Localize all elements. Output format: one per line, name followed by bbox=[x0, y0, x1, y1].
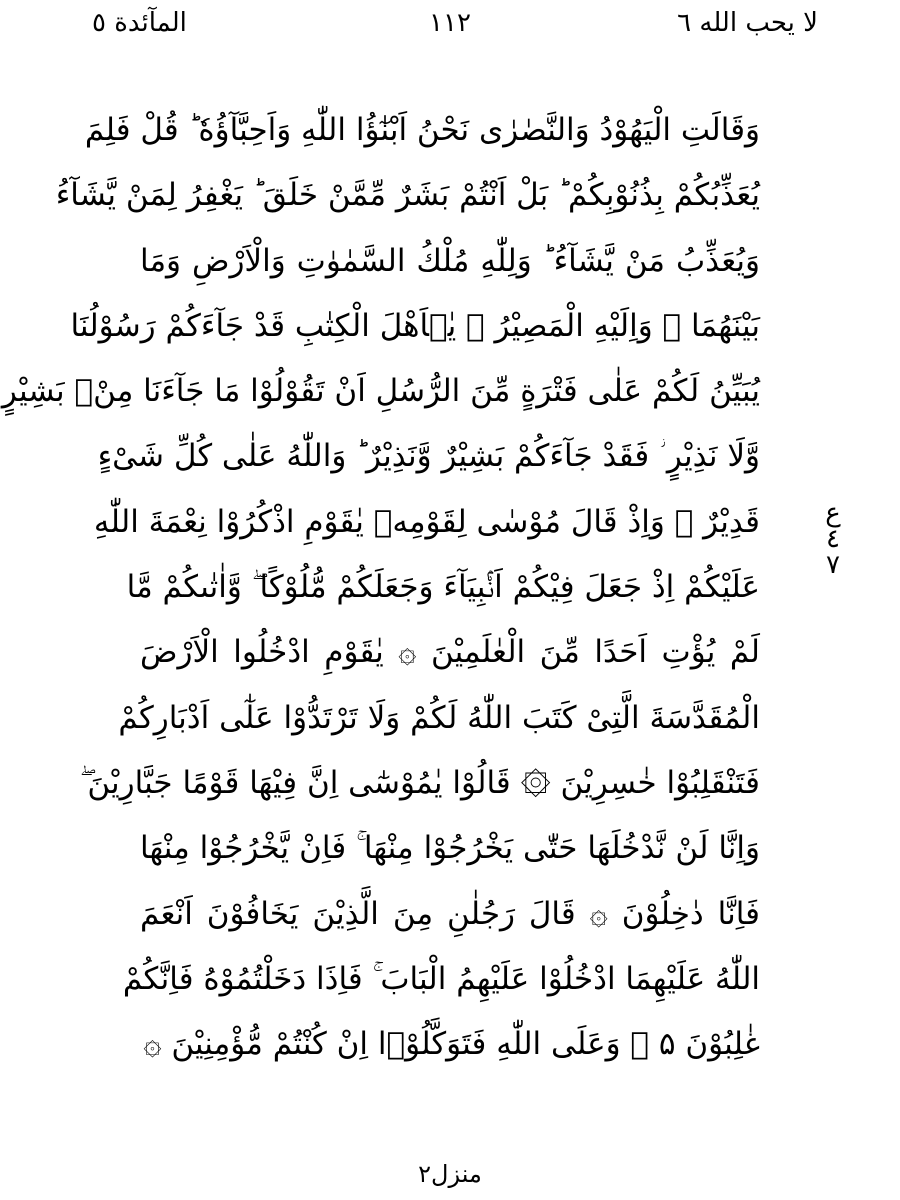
verse-line: غٰلِبُوْنَ ۵ ۚ وَعَلَى اللّٰهِ فَتَوَكَّلُوْۤا اِنْ كُنْتُمْ مُّؤْمِنِيْنَ ۞ bbox=[143, 1026, 760, 1063]
surah-title: المآئدة ٥ bbox=[92, 8, 187, 38]
verse-line: عَلَيْكُمْ اِذْ جَعَلَ فِيْكُمْ اَنْۢبِيَآءَ وَجَعَلَكُمْ مُّلُوْكًا ۖ وَّاٰتٰىكُمْ مَّا bbox=[126, 569, 760, 606]
verse-line: وَاِنَّا لَنْ نَّدْخُلَهَا حَتّٰى يَخْرُجُوْا مِنْهَا ۚ فَاِنْ يَّخْرُجُوْا مِنْهَا bbox=[140, 830, 760, 867]
ruku-marker: ع ٤ ٧ bbox=[825, 498, 841, 580]
verse-line: قَدِيْرٌ ۞ وَاِذْ قَالَ مُوْسٰى لِقَوْمِهٖ يٰقَوْمِ اذْكُرُوْا نِعْمَةَ اللّٰهِ bbox=[93, 503, 760, 540]
page-number: ١١٢ bbox=[429, 8, 471, 38]
verse-line: بَيْنَهُمَا ؗ وَاِلَيْهِ الْمَصِيْرُ ۞ يٰۤاَهْلَ الْكِتٰبِ قَدْ جَآءَكُمْ رَسُوْلُنَا bbox=[70, 307, 760, 344]
verse-line: وَّلَا نَذِيْرٍ ؗ فَقَدْ جَآءَكُمْ بَشِيْرٌ وَّنَذِيْرٌ ؕ وَاللّٰهُ عَلٰى كُلِّ شَىْءٍ bbox=[97, 438, 760, 475]
verse-line: فَتَنْقَلِبُوْا خٰسِرِيْنَ ۞ قَالُوْا يٰمُوْسٰٓى اِنَّ فِيْهَا قَوْمًا جَبَّارِيْنَ ۖ bbox=[79, 764, 760, 801]
verse-line: فَاِنَّا دٰخِلُوْنَ ۞ قَالَ رَجُلٰنِ مِنَ الَّذِيْنَ يَخَافُوْنَ اَنْعَمَ bbox=[140, 895, 760, 932]
verse-line: الْمُقَدَّسَةَ الَّتِىْ كَتَبَ اللّٰهُ لَكُمْ وَلَا تَرْتَدُّوْا عَلٰٓى اَدْبَارِكُمْ bbox=[118, 699, 760, 736]
verse-line: وَقَالَتِ الْيَهُوْدُ وَالنَّصٰرٰى نَحْنُ اَبْنٰٓؤُا اللّٰهِ وَاَحِبَّآؤُهٗ ؕ قُلْ فَلِمَ bbox=[84, 112, 760, 148]
verse-line: وَيُعَذِّبُ مَنْ يَّشَآءُ ؕ وَلِلّٰهِ مُلْكُ السَّمٰوٰتِ وَالْاَرْضِ وَمَا bbox=[140, 242, 760, 279]
verse-line: لَمْ يُؤْتِ اَحَدًا مِّنَ الْعٰلَمِيْنَ ۞ يٰقَوْمِ ادْخُلُوا الْاَرْضَ bbox=[140, 634, 760, 671]
manzil-footer: منزل٢ bbox=[418, 1160, 482, 1188]
verse-line: اللّٰهُ عَلَيْهِمَا ادْخُلُوْا عَلَيْهِمُ الْبَابَ ۚ فَاِذَا دَخَلْتُمُوْهُ فَاِنَّكُمْ bbox=[122, 960, 760, 997]
verse-line: يُعَذِّبُكُمْ بِذُنُوْبِكُمْ ؕ بَلْ اَنْتُمْ بَشَرٌ مِّمَّنْ خَلَقَ ؕ يَغْفِرُ لِمَنْ يَّشَآءُ bbox=[55, 177, 760, 214]
verse-text-block bbox=[1, 98, 760, 1077]
juz-title: لا يحب الله ٦ bbox=[677, 8, 818, 38]
verse-line: يُبَيِّنُ لَكُمْ عَلٰى فَتْرَةٍ مِّنَ الرُّسُلِ اَنْ تَقُوْلُوْا مَا جَآءَنَا مِنْۢ بَشِيْرٍ bbox=[1, 373, 760, 410]
